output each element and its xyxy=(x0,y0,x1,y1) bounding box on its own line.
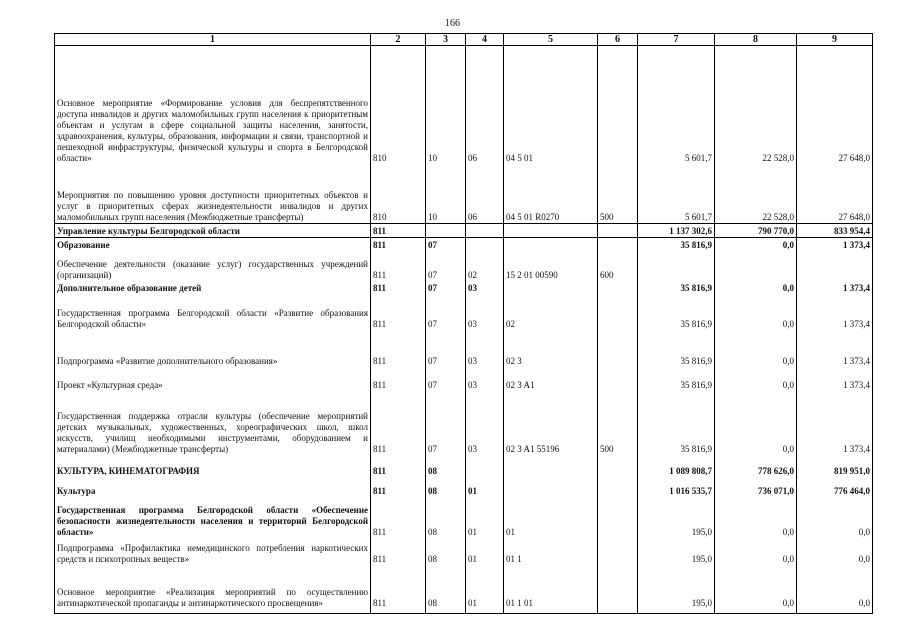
cell-target-code xyxy=(504,281,598,294)
cell-section xyxy=(426,224,466,238)
cell-ministry-code: 811 xyxy=(371,391,426,455)
column-header: 4 xyxy=(466,34,504,46)
cell-amount-2020: 0,0 xyxy=(715,330,797,367)
column-header: 3 xyxy=(426,34,466,46)
cell-subsection: 01 xyxy=(466,565,504,614)
cell-section: 10 xyxy=(426,164,466,224)
cell-expense-type xyxy=(598,477,638,497)
cell-subsection: 03 xyxy=(466,330,504,367)
column-header: 6 xyxy=(598,34,638,46)
cell-expense-type xyxy=(598,367,638,391)
cell-amount-2021: 1 373,4 xyxy=(797,367,873,391)
row-description: КУЛЬТУРА, КИНЕМАТОГРАФИЯ xyxy=(55,455,371,477)
cell-subsection: 02 xyxy=(466,251,504,281)
cell-amount-2021 xyxy=(797,251,873,281)
table-row xyxy=(55,565,873,614)
cell-amount-2021: 27 648,0 xyxy=(797,164,873,224)
table-row xyxy=(55,224,873,238)
cell-target-code: 04 5 01 xyxy=(504,46,598,164)
cell-amount-2021: 819 951,0 xyxy=(797,455,873,477)
cell-ministry-code: 811 xyxy=(371,238,426,251)
cell-subsection xyxy=(466,238,504,251)
cell-ministry-code: 811 xyxy=(371,224,426,238)
cell-amount-2020: 0,0 xyxy=(715,391,797,455)
cell-section: 07 xyxy=(426,251,466,281)
cell-target-code xyxy=(504,224,598,238)
table-row xyxy=(55,538,873,565)
row-description: Подпрограмма «Профилактика немедицинского потребления наркотических средств и психотропных веществ» xyxy=(55,538,371,565)
cell-subsection xyxy=(466,455,504,477)
row-description: Управление культуры Белгородской области xyxy=(55,224,371,238)
cell-amount-2019: 35 816,9 xyxy=(638,238,715,251)
cell-expense-type xyxy=(598,497,638,538)
row-description: Основное мероприятие «Реализация мероприятий по осуществлению антинаркотической пропаганды и антинаркотического просвещения» xyxy=(55,565,371,614)
cell-amount-2020: 736 071,0 xyxy=(715,477,797,497)
cell-amount-2019: 35 816,9 xyxy=(638,391,715,455)
cell-subsection: 06 xyxy=(466,46,504,164)
cell-expense-type: 600 xyxy=(598,251,638,281)
row-description: Государственная программа Белгородской области «Обеспечение безопасности жизнедеятельности населения и территорий Белгородской области» xyxy=(55,497,371,538)
table-row xyxy=(55,330,873,367)
cell-subsection: 01 xyxy=(466,497,504,538)
table-row xyxy=(55,46,873,164)
cell-section: 07 xyxy=(426,330,466,367)
cell-amount-2019: 35 816,9 xyxy=(638,281,715,294)
cell-amount-2021: 1 373,4 xyxy=(797,330,873,367)
budget-table xyxy=(54,33,873,614)
cell-expense-type xyxy=(598,281,638,294)
cell-expense-type xyxy=(598,46,638,164)
cell-ministry-code: 811 xyxy=(371,367,426,391)
cell-target-code xyxy=(504,477,598,497)
cell-amount-2020: 0,0 xyxy=(715,497,797,538)
cell-section: 07 xyxy=(426,294,466,330)
row-description: Подпрограмма «Развитие дополнительного образования» xyxy=(55,330,371,367)
cell-amount-2020: 0,0 xyxy=(715,281,797,294)
cell-amount-2021: 0,0 xyxy=(797,538,873,565)
cell-target-code: 02 3 xyxy=(504,330,598,367)
cell-subsection: 01 xyxy=(466,477,504,497)
cell-subsection xyxy=(466,224,504,238)
cell-target-code: 02 xyxy=(504,294,598,330)
table-row xyxy=(55,294,873,330)
column-header: 2 xyxy=(371,34,426,46)
cell-amount-2019: 195,0 xyxy=(638,497,715,538)
cell-target-code xyxy=(504,455,598,477)
cell-section: 08 xyxy=(426,455,466,477)
table-row xyxy=(55,281,873,294)
cell-amount-2020: 778 626,0 xyxy=(715,455,797,477)
column-header: 9 xyxy=(797,34,873,46)
cell-amount-2019: 1 089 808,7 xyxy=(638,455,715,477)
cell-amount-2021: 1 373,4 xyxy=(797,294,873,330)
table-row xyxy=(55,477,873,497)
cell-section: 08 xyxy=(426,565,466,614)
row-description: Государственная программа Белгородской области «Развитие образования Белгородской области» xyxy=(55,294,371,330)
row-description: Государственная поддержка отрасли культуры (обеспечение мероприятий детских музыкальных, художественных, хореографических школ, школ искусств, училищ необходимыми инструментами, оборудованием и материалами) (Межбюджетные трансферты) xyxy=(55,391,371,455)
cell-amount-2021: 0,0 xyxy=(797,497,873,538)
cell-target-code: 01 1 01 xyxy=(504,565,598,614)
cell-subsection: 03 xyxy=(466,294,504,330)
table-row xyxy=(55,164,873,224)
cell-amount-2021: 1 373,4 xyxy=(797,281,873,294)
cell-amount-2020: 0,0 xyxy=(715,565,797,614)
table-row xyxy=(55,391,873,455)
cell-expense-type xyxy=(598,538,638,565)
cell-expense-type xyxy=(598,565,638,614)
cell-amount-2019: 35 816,9 xyxy=(638,330,715,367)
table-row xyxy=(55,238,873,251)
cell-amount-2019: 1 016 535,7 xyxy=(638,477,715,497)
cell-subsection: 01 xyxy=(466,538,504,565)
cell-amount-2020: 0,0 xyxy=(715,367,797,391)
cell-ministry-code: 811 xyxy=(371,251,426,281)
cell-amount-2019: 195,0 xyxy=(638,565,715,614)
row-description: Основное мероприятие «Формирование условия для беспрепятственного доступа инвалидов и других маломобильных групп населения к приоритетным объектам и услугам в сфере социальной защиты населения, занятости, здравоохранения, культуры, образования, информации и связи, транспортной и пешеходной инфраструктуры, физической культуры и спорта в Белгородской области» xyxy=(55,46,371,164)
cell-ministry-code: 811 xyxy=(371,565,426,614)
cell-target-code: 02 3 A1 55196 xyxy=(504,391,598,455)
cell-target-code: 01 xyxy=(504,497,598,538)
cell-ministry-code: 811 xyxy=(371,294,426,330)
cell-section: 07 xyxy=(426,281,466,294)
cell-amount-2020: 0,0 xyxy=(715,538,797,565)
cell-ministry-code: 811 xyxy=(371,455,426,477)
cell-amount-2019: 5 601,7 xyxy=(638,46,715,164)
row-description: Дополнительное образование детей xyxy=(55,281,371,294)
column-header: 7 xyxy=(638,34,715,46)
cell-amount-2020: 0,0 xyxy=(715,238,797,251)
row-description: Обеспечение деятельности (оказание услуг) государственных учреждений (организаций) xyxy=(55,251,371,281)
cell-amount-2020: 22 528,0 xyxy=(715,164,797,224)
cell-subsection: 06 xyxy=(466,164,504,224)
cell-expense-type: 500 xyxy=(598,391,638,455)
cell-amount-2021: 1 373,4 xyxy=(797,391,873,455)
cell-amount-2019: 5 601,7 xyxy=(638,164,715,224)
cell-amount-2019: 35 816,9 xyxy=(638,294,715,330)
cell-ministry-code: 810 xyxy=(371,46,426,164)
cell-amount-2021: 833 954,4 xyxy=(797,224,873,238)
cell-target-code xyxy=(504,238,598,251)
row-description: Мероприятия по повышению уровня доступности приоритетных объектов и услуг в приоритетных сферах жизнедеятельности инвалидов и других маломобильных групп населения (Межбюджетные трансферты) xyxy=(55,164,371,224)
cell-amount-2021: 27 648,0 xyxy=(797,46,873,164)
cell-expense-type xyxy=(598,238,638,251)
cell-section: 08 xyxy=(426,538,466,565)
cell-ministry-code: 811 xyxy=(371,497,426,538)
cell-ministry-code: 811 xyxy=(371,477,426,497)
cell-ministry-code: 811 xyxy=(371,281,426,294)
cell-amount-2020: 22 528,0 xyxy=(715,46,797,164)
column-header: 5 xyxy=(504,34,598,46)
cell-expense-type xyxy=(598,294,638,330)
cell-ministry-code: 810 xyxy=(371,164,426,224)
table-row xyxy=(55,497,873,538)
cell-section: 08 xyxy=(426,497,466,538)
cell-section: 07 xyxy=(426,367,466,391)
table-row xyxy=(55,367,873,391)
cell-expense-type xyxy=(598,455,638,477)
cell-amount-2021: 1 373,4 xyxy=(797,238,873,251)
cell-target-code: 04 5 01 R0270 xyxy=(504,164,598,224)
table-row xyxy=(55,455,873,477)
cell-ministry-code: 811 xyxy=(371,538,426,565)
cell-amount-2021: 776 464,0 xyxy=(797,477,873,497)
column-number-row xyxy=(55,34,873,46)
column-header: 8 xyxy=(715,34,797,46)
cell-amount-2019: 1 137 302,6 xyxy=(638,224,715,238)
cell-expense-type xyxy=(598,330,638,367)
row-description: Проект «Культурная среда» xyxy=(55,367,371,391)
cell-amount-2020: 790 770,0 xyxy=(715,224,797,238)
cell-ministry-code: 811 xyxy=(371,330,426,367)
row-description: Образование xyxy=(55,238,371,251)
cell-target-code: 02 3 A1 xyxy=(504,367,598,391)
cell-amount-2019: 195,0 xyxy=(638,538,715,565)
cell-subsection: 03 xyxy=(466,391,504,455)
cell-subsection: 03 xyxy=(466,367,504,391)
row-description: Культура xyxy=(55,477,371,497)
cell-target-code: 15 2 01 00590 xyxy=(504,251,598,281)
cell-amount-2020: 0,0 xyxy=(715,294,797,330)
cell-amount-2021: 0,0 xyxy=(797,565,873,614)
table-row xyxy=(55,251,873,281)
page-number: 166 xyxy=(445,18,460,29)
cell-amount-2020 xyxy=(715,251,797,281)
cell-section: 07 xyxy=(426,391,466,455)
cell-target-code: 01 1 xyxy=(504,538,598,565)
cell-amount-2019 xyxy=(638,251,715,281)
cell-section: 10 xyxy=(426,46,466,164)
cell-expense-type: 500 xyxy=(598,164,638,224)
cell-amount-2019: 35 816,9 xyxy=(638,367,715,391)
cell-expense-type xyxy=(598,224,638,238)
cell-subsection: 03 xyxy=(466,281,504,294)
cell-section: 07 xyxy=(426,238,466,251)
column-header: 1 xyxy=(55,34,371,46)
cell-section: 08 xyxy=(426,477,466,497)
